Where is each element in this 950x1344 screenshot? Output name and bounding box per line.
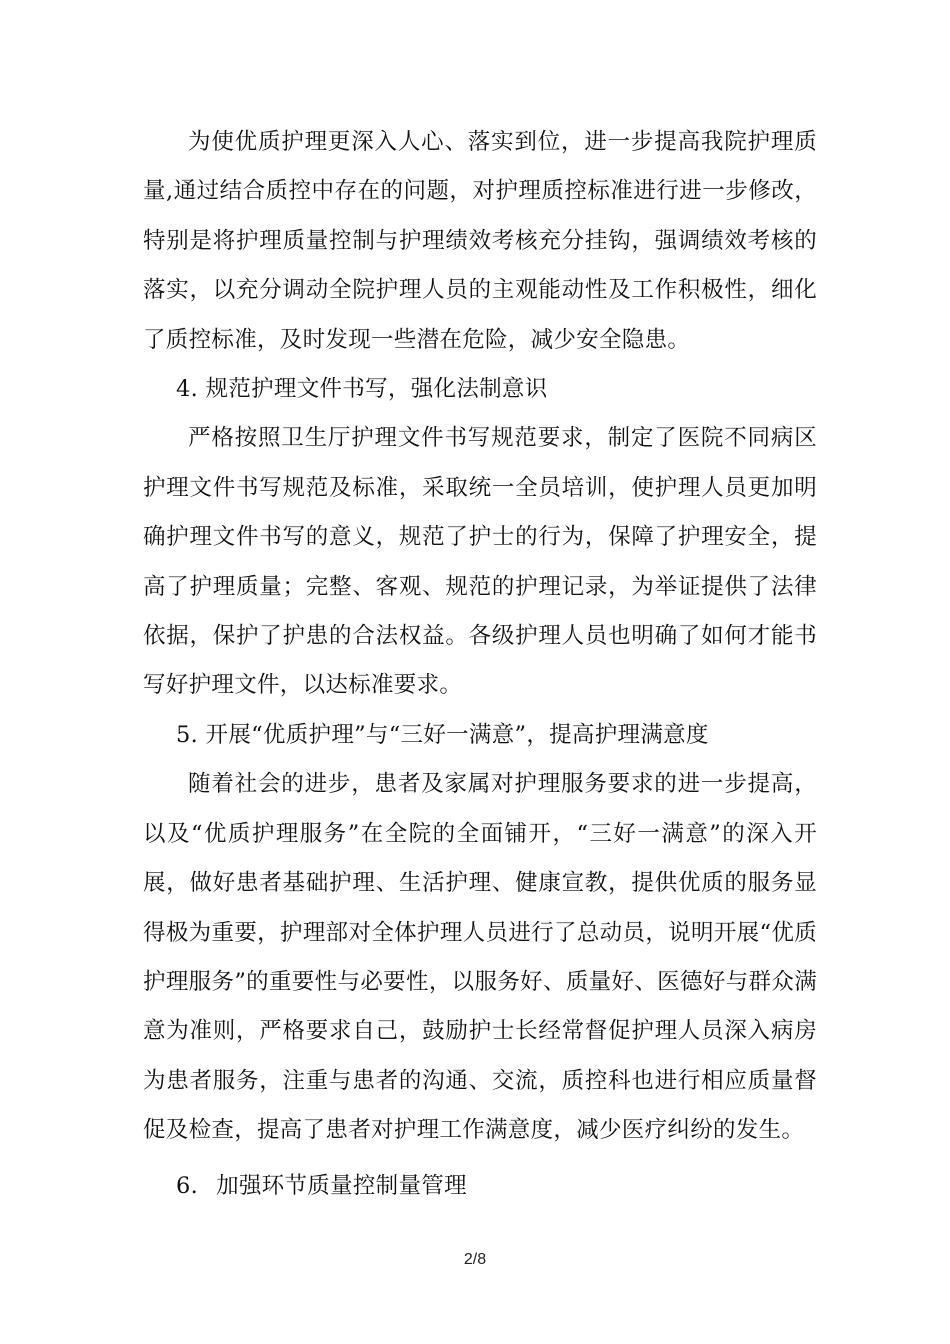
heading-section-6-text: 加强环节质量控制量管理 (216, 1172, 467, 1199)
page-number: 2/8 (463, 1251, 487, 1268)
paragraph-quality-control: 为使优质护理更深入人心、落实到位，进一步提高我院护理质量,通过结合质控中存在的问题，对护理质控标准进行进一步修改，特别是将护理质量控制与护理绩效考核充分挂钩，强调绩效考核的落实，以充分调动全院护理人员的主观能动性及工作积极性，细化了质控标准，及时发现一些潜在危险，减少安全隐患。 (143, 129, 817, 353)
paragraph-documentation: 严格按照卫生厅护理文件书写规范要求，制定了医院不同病区护理文件书写规范及标准，采取统一全员培训，使护理人员更加明确护理文件书写的意义，规范了护士的行为，保障了护理安全，提高了护理质量；完整、客观、规范的护理记录，为举证提供了法律依据，保护了护患的合法权益。各级护理人员也明确了如何才能书写好护理文件，以达标准要求。 (143, 425, 817, 699)
heading-section-6-number: 6. (176, 1172, 199, 1199)
document-body (143, 118, 817, 1211)
heading-section-6 (143, 1162, 817, 1211)
heading-section-5: 5. 开展“优质护理”与“三好一满意”，提高护理满意度 (176, 721, 709, 748)
heading-section-4: 4. 规范护理文件书写，强化法制意识 (176, 376, 548, 403)
paragraph-quality-nursing: 随着社会的进步，患者及家属对护理服务要求的进一步提高，以及“优质护理服务”在全院的全面铺开，“三好一满意”的深入开展，做好患者基础护理、生活护理、健康宣教，提供优质的服务显得极为重要，护理部对全体护理人员进行了总动员，说明开展“优质护理服务”的重要性与必要性，以服务好、质量好、医德好与群众满意为准则，严格要求自己，鼓励护士长经常督促护理人员深入病房为患者服务，注重与患者的沟通、交流，质控科也进行相应质量督促及检查，提高了患者对护理工作满意度，减少医疗纠纷的发生。 (143, 771, 817, 1144)
